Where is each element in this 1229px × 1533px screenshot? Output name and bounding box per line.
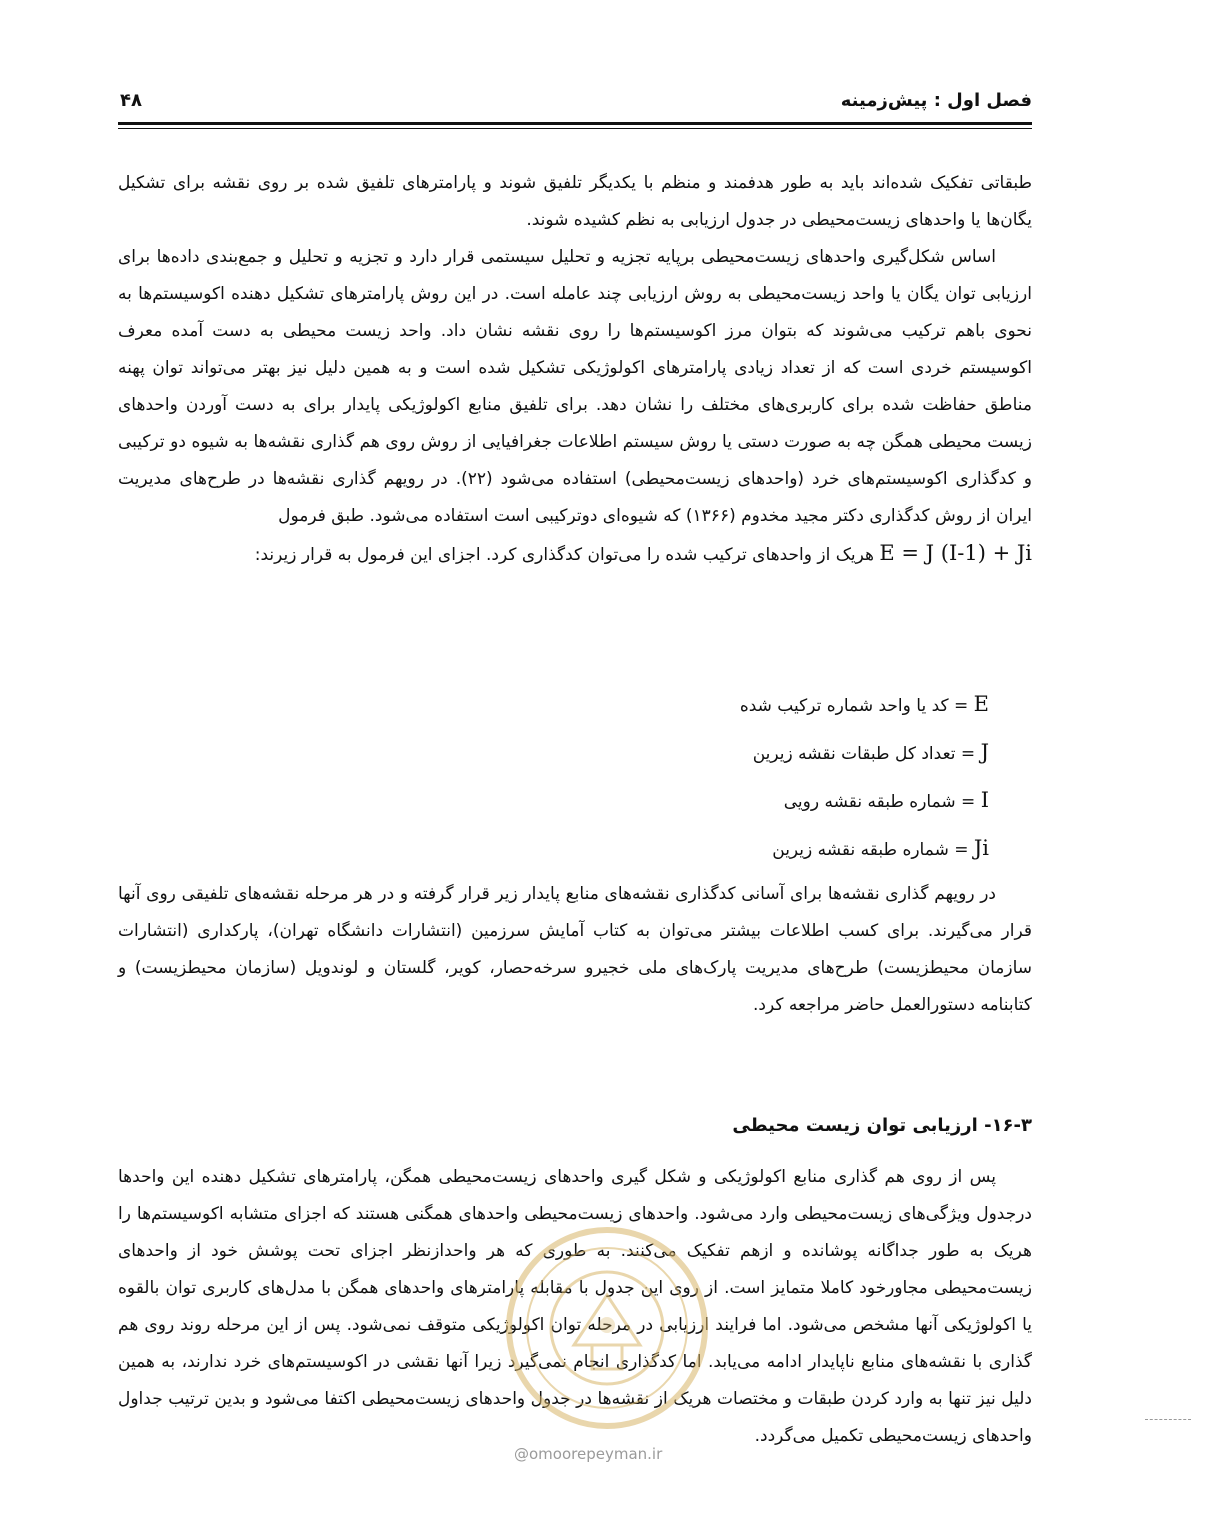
paragraph: طبقاتی تفکیک شده‌اند باید به طور هدفمند و منظم با یکدیگر تلفیق شوند و پارامترهای تلفیق شده بر روی نقشه برای تشکیل یگان‌ها یا واحدهای زیست‌محیطی در جدول ارزیابی به نظم کشیده شوند. [118, 173, 1032, 230]
edge-dash [1145, 1419, 1191, 1420]
definition-text: = شماره طبقه نقشه رویی [783, 792, 981, 812]
definition-text: = شماره طبقه نقشه زیرین [772, 840, 974, 860]
definition-list [740, 686, 989, 878]
page-number: ۴۸ [120, 90, 142, 111]
chapter-title: فصل اول : پیش‌زمینه [840, 90, 1032, 111]
paragraph: اساس شکل‌گیری واحدهای زیست‌محیطی برپایه تجزیه و تحلیل سیستمی قرار دارد و تجزیه و تحلیل و جمع‌بندی داده‌ها برای ارزیابی توان یگان یا واحد زیست‌محیطی به روش ارزیابی چند عامله است. در این روش پارامترهای تشکیل دهنده اکوسیستم‌ها به نحوی باهم ترکیب می‌شوند که بتوان مرز اکوسیستم‌ها را روی نقشه نشان داد. واحد زیست محیطی به دست آمده معرف اکوسیستم خردی است که از تعداد زیادی پارامترهای اکولوژیکی تشکیل شده است و به همین دلیل نیز بهتر می‌تواند توان پهنه مناطق حفاظت شده برای کاربری‌های مختلف را نشان دهد. برای تلفیق منابع اکولوژیکی پایدار برای به دست آوردن واحدهای زیست محیطی همگن چه به صورت دستی یا روش سیستم اطلاعات جغرافیایی از روش روی هم گذاری نقشه‌ها به شیوه دو ترکیبی و کدگذاری اکوسیستم‌های خرد (واحدهای زیست‌محیطی) استفاده می‌شود (۲۲). در رویهم گذاری نقشه‌ها در طرح‌های مدیریت ایران از روش کدگذاری دکتر مجید مخدوم (۱۳۶۶) که شیوه‌ای دوترکیبی است استفاده می‌شود. طبق فرمول [118, 247, 1033, 526]
body-text-top [118, 165, 1032, 574]
definition-item [740, 686, 989, 734]
definition-item [740, 734, 989, 782]
definition-variable: E [973, 692, 989, 716]
watermark-url: @omoorepeyman.ir [514, 1445, 663, 1463]
definition-item [740, 830, 989, 878]
formula-line [118, 535, 1032, 574]
definition-text: = کد یا واحد شماره ترکیب شده [739, 696, 974, 716]
definition-variable: J [980, 740, 989, 764]
header-rule-thin [118, 128, 1032, 129]
paragraph: در رویهم گذاری نقشه‌ها برای آسانی کدگذاری نقشه‌های منابع پایدار زیر قرار گرفته و در هر مرحله نقشه‌های تلفیقی روی آنها قرار می‌گیرند. برای کسب اطلاعات بیشتر می‌توان به کتاب آمایش سرزمین (انتشارات دانشگاه تهران)، پارکداری (انتشارات سازمان محیطزیست) طرح‌های مدیریت پارک‌های ملی خجیرو سرخه‌حصار، کویر، گلستان و لوندویل (سازمان محیطزیست) و کتابنامه دستورالعمل حاضر مراجعه کرد. [118, 884, 1032, 1015]
definition-variable: Ji [973, 836, 989, 860]
formula-text: هریک از واحدهای ترکیب شده را می‌توان کدگذاری کرد. اجزای این فرمول به قرار زیرند: [254, 545, 880, 565]
body-text-mid [118, 876, 1032, 1024]
definition-variable: I [980, 788, 989, 812]
watermark-seal-icon [504, 1225, 710, 1431]
section-heading: ۱۶-۳- ارزیابی توان زیست محیطی [732, 1115, 1032, 1136]
paragraph: پس از روی هم گذاری منابع اکولوژیکی و شکل گیری واحدهای زیست‌محیطی همگن، پارامترهای تشکیل دهنده این واحدها درجدول ویژگی‌های زیست‌محیطی وارد می‌شود. واحدهای زیست‌محیطی واحدهای همگنی هستند که اجزای متشابه اکوسیستم‌ها را هریک به طور جداگانه پوشانده و ازهم تفکیک می‌کنند. به طوری که هر واحدازنظر اجزای تحت پوشش خود از واحدهای زیست‌محیطی مجاورخود کاملا متمایز است. از روی این جدول با مقابله پارامترهای واحدهای همگن با مدل‌های کاربری توان بالقوه یا اکولوژیکی آنها مشخص می‌شود. اما فرایند ارزیابی در مرحله توان اکولوژیکی متوقف نمی‌شود. پس از این مرحله روند روی هم گذاری با نقشه‌های منابع ناپایدار ادامه می‌یابد. اما کدگذاری انجام نمی‌گیرد زیرا آنها نقشی در اکوسیستم‌های خرد ندارند، به همین دلیل نیز تنها به وارد کردن طبقات و مختصات هریک از نقشه‌ها در جدول واحدهای زیست‌محیطی اکتفا می‌شود و بدین ترتیب جداول واحدهای زیست‌محیطی تکمیل می‌گردد. [118, 1167, 1032, 1446]
definition-item [740, 782, 989, 830]
header-rule [118, 122, 1032, 125]
page-header [118, 78, 1032, 128]
formula: E = J (I-1) + Ji [879, 541, 1032, 565]
definition-text: = تعداد کل طبقات نقشه زیرین [752, 744, 981, 764]
